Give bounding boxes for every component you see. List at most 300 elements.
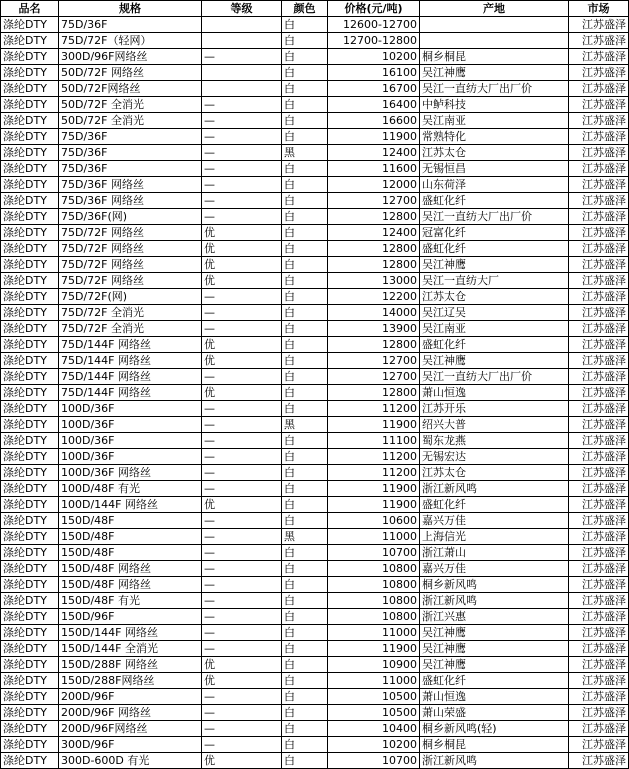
cell-color: 黑: [282, 145, 328, 161]
cell-grade: —: [202, 161, 282, 177]
cell-grade: 优: [202, 497, 282, 513]
cell-grade: 优: [202, 385, 282, 401]
cell-market: 江苏盛泽: [569, 465, 629, 481]
cell-price: 12400: [328, 225, 420, 241]
table-row: [1, 385, 629, 401]
cell-price: 10600: [328, 513, 420, 529]
cell-market: 江苏盛泽: [569, 241, 629, 257]
cell-origin: 萧山恒逸: [420, 385, 569, 401]
cell-grade: [202, 33, 282, 49]
table-row: [1, 161, 629, 177]
cell-price: 10900: [328, 657, 420, 673]
cell-market: 江苏盛泽: [569, 721, 629, 737]
cell-market: 江苏盛泽: [569, 401, 629, 417]
cell-spec: 300D-600D 有光: [59, 753, 202, 769]
cell-grade: —: [202, 737, 282, 753]
cell-market: 江苏盛泽: [569, 177, 629, 193]
cell-grade: —: [202, 545, 282, 561]
header-price: 价格(元/吨): [328, 1, 420, 17]
cell-origin: 盛虹化纤: [420, 497, 569, 513]
cell-price: 12800: [328, 241, 420, 257]
cell-product: 涤纶DTY: [1, 545, 59, 561]
cell-grade: 优: [202, 273, 282, 289]
cell-color: 白: [282, 737, 328, 753]
cell-price: 12600-12700: [328, 17, 420, 33]
cell-market: 江苏盛泽: [569, 545, 629, 561]
table-row: [1, 417, 629, 433]
cell-product: 涤纶DTY: [1, 529, 59, 545]
table-row: [1, 225, 629, 241]
cell-price: 12800: [328, 385, 420, 401]
table-row: [1, 321, 629, 337]
cell-color: 黑: [282, 417, 328, 433]
cell-spec: 75D/36F 网络丝: [59, 193, 202, 209]
cell-product: 涤纶DTY: [1, 289, 59, 305]
cell-price: 16400: [328, 97, 420, 113]
cell-origin: 无锡宏达: [420, 449, 569, 465]
cell-grade: —: [202, 705, 282, 721]
cell-price: 16700: [328, 81, 420, 97]
table-row: [1, 17, 629, 33]
cell-origin: 中鲈科技: [420, 97, 569, 113]
cell-color: 白: [282, 289, 328, 305]
table-row: [1, 369, 629, 385]
table-row: [1, 721, 629, 737]
table-row: [1, 625, 629, 641]
cell-price: 10500: [328, 705, 420, 721]
cell-market: 江苏盛泽: [569, 385, 629, 401]
cell-market: 江苏盛泽: [569, 593, 629, 609]
cell-origin: 吴江神鹰: [420, 65, 569, 81]
cell-price: 10700: [328, 545, 420, 561]
cell-origin: 桐乡新风鸣: [420, 577, 569, 593]
cell-origin: 山东荷泽: [420, 177, 569, 193]
cell-market: 江苏盛泽: [569, 737, 629, 753]
cell-origin: 吴江神鹰: [420, 625, 569, 641]
cell-spec: 150D/48F 有光: [59, 593, 202, 609]
cell-market: 江苏盛泽: [569, 609, 629, 625]
cell-color: 白: [282, 401, 328, 417]
table-row: [1, 593, 629, 609]
cell-origin: 盛虹化纤: [420, 673, 569, 689]
cell-grade: —: [202, 289, 282, 305]
cell-market: 江苏盛泽: [569, 193, 629, 209]
cell-origin: 江苏太仓: [420, 145, 569, 161]
cell-price: 12000: [328, 177, 420, 193]
cell-price: 12700: [328, 193, 420, 209]
cell-spec: 100D/48F 有光: [59, 481, 202, 497]
cell-product: 涤纶DTY: [1, 561, 59, 577]
table-row: [1, 673, 629, 689]
table-row: [1, 481, 629, 497]
cell-price: 11000: [328, 529, 420, 545]
cell-spec: 75D/36F: [59, 17, 202, 33]
cell-grade: [202, 81, 282, 97]
cell-spec: 100D/36F: [59, 433, 202, 449]
cell-market: 江苏盛泽: [569, 753, 629, 769]
cell-product: 涤纶DTY: [1, 225, 59, 241]
cell-market: 江苏盛泽: [569, 353, 629, 369]
cell-product: 涤纶DTY: [1, 209, 59, 225]
cell-price: 12200: [328, 289, 420, 305]
cell-price: 11600: [328, 161, 420, 177]
cell-color: 白: [282, 193, 328, 209]
cell-color: 白: [282, 721, 328, 737]
cell-spec: 75D/36F 网络丝: [59, 177, 202, 193]
cell-product: 涤纶DTY: [1, 65, 59, 81]
cell-product: 涤纶DTY: [1, 417, 59, 433]
cell-color: 白: [282, 609, 328, 625]
cell-color: 白: [282, 257, 328, 273]
cell-origin: 桐乡桐昆: [420, 737, 569, 753]
cell-grade: —: [202, 369, 282, 385]
cell-grade: —: [202, 481, 282, 497]
cell-product: 涤纶DTY: [1, 97, 59, 113]
cell-grade: —: [202, 449, 282, 465]
cell-grade: 优: [202, 241, 282, 257]
table-row: [1, 65, 629, 81]
cell-spec: 150D/48F: [59, 545, 202, 561]
cell-spec: 50D/72F 全消光: [59, 113, 202, 129]
cell-grade: —: [202, 609, 282, 625]
cell-color: 白: [282, 513, 328, 529]
table-row: [1, 129, 629, 145]
cell-spec: 50D/72F网络丝: [59, 81, 202, 97]
cell-grade: [202, 65, 282, 81]
cell-spec: 75D/72F 网络丝: [59, 273, 202, 289]
table-row: [1, 689, 629, 705]
cell-color: 白: [282, 49, 328, 65]
cell-grade: 优: [202, 753, 282, 769]
cell-product: 涤纶DTY: [1, 257, 59, 273]
cell-product: 涤纶DTY: [1, 129, 59, 145]
cell-product: 涤纶DTY: [1, 593, 59, 609]
cell-origin: 吴江一直纺大厂出厂价: [420, 81, 569, 97]
cell-market: 江苏盛泽: [569, 321, 629, 337]
cell-grade: —: [202, 689, 282, 705]
cell-product: 涤纶DTY: [1, 161, 59, 177]
cell-price: 12400: [328, 145, 420, 161]
cell-grade: —: [202, 465, 282, 481]
table-row: [1, 193, 629, 209]
cell-product: 涤纶DTY: [1, 657, 59, 673]
cell-market: 江苏盛泽: [569, 369, 629, 385]
cell-product: 涤纶DTY: [1, 193, 59, 209]
cell-spec: 75D/72F 网络丝: [59, 241, 202, 257]
cell-price: 12800: [328, 337, 420, 353]
cell-market: 江苏盛泽: [569, 449, 629, 465]
cell-price: 11200: [328, 401, 420, 417]
cell-origin: 江苏太仓: [420, 289, 569, 305]
cell-color: 白: [282, 497, 328, 513]
cell-market: 江苏盛泽: [569, 145, 629, 161]
cell-market: 江苏盛泽: [569, 129, 629, 145]
cell-origin: 无锡恒昌: [420, 161, 569, 177]
table-row: [1, 545, 629, 561]
cell-spec: 150D/144F 网络丝: [59, 625, 202, 641]
cell-color: 白: [282, 81, 328, 97]
cell-price: 11900: [328, 641, 420, 657]
table-row: [1, 657, 629, 673]
header-row: [1, 1, 629, 17]
cell-color: 白: [282, 385, 328, 401]
cell-price: 11100: [328, 433, 420, 449]
table-row: [1, 705, 629, 721]
cell-grade: —: [202, 97, 282, 113]
cell-market: 江苏盛泽: [569, 257, 629, 273]
cell-color: 白: [282, 177, 328, 193]
cell-spec: 150D/48F 网络丝: [59, 577, 202, 593]
cell-market: 江苏盛泽: [569, 113, 629, 129]
cell-spec: 150D/96F: [59, 609, 202, 625]
cell-grade: —: [202, 721, 282, 737]
cell-price: 10400: [328, 721, 420, 737]
cell-product: 涤纶DTY: [1, 721, 59, 737]
cell-spec: 75D/144F 网络丝: [59, 337, 202, 353]
cell-color: 白: [282, 17, 328, 33]
table-row: [1, 641, 629, 657]
table-row: [1, 81, 629, 97]
cell-price: 11000: [328, 625, 420, 641]
cell-market: 江苏盛泽: [569, 641, 629, 657]
cell-market: 江苏盛泽: [569, 497, 629, 513]
cell-market: 江苏盛泽: [569, 577, 629, 593]
cell-origin: 吴江神鹰: [420, 353, 569, 369]
cell-grade: —: [202, 641, 282, 657]
cell-origin: 吴江一直纺大厂出厂价: [420, 369, 569, 385]
cell-origin: 萧山荣盛: [420, 705, 569, 721]
cell-grade: —: [202, 177, 282, 193]
cell-price: 10800: [328, 593, 420, 609]
cell-color: 白: [282, 321, 328, 337]
cell-spec: 75D/72F 全消光: [59, 305, 202, 321]
cell-color: 白: [282, 273, 328, 289]
cell-origin: 上海信光: [420, 529, 569, 545]
cell-spec: 150D/288F网络丝: [59, 673, 202, 689]
table-body: [1, 17, 629, 769]
table-row: [1, 49, 629, 65]
cell-spec: 75D/72F(网): [59, 289, 202, 305]
cell-product: 涤纶DTY: [1, 81, 59, 97]
cell-color: 白: [282, 705, 328, 721]
cell-origin: 冠富化纤: [420, 225, 569, 241]
cell-product: 涤纶DTY: [1, 145, 59, 161]
cell-market: 江苏盛泽: [569, 225, 629, 241]
cell-color: 白: [282, 689, 328, 705]
cell-product: 涤纶DTY: [1, 177, 59, 193]
cell-color: 黑: [282, 529, 328, 545]
cell-spec: 200D/96F网络丝: [59, 721, 202, 737]
cell-grade: —: [202, 145, 282, 161]
cell-color: 白: [282, 657, 328, 673]
table-row: [1, 449, 629, 465]
table-row: [1, 513, 629, 529]
header-market: 市场: [569, 1, 629, 17]
cell-origin: 嘉兴万佳: [420, 513, 569, 529]
cell-market: 江苏盛泽: [569, 33, 629, 49]
cell-color: 白: [282, 369, 328, 385]
cell-product: 涤纶DTY: [1, 401, 59, 417]
table-row: [1, 145, 629, 161]
table-row: [1, 113, 629, 129]
cell-product: 涤纶DTY: [1, 737, 59, 753]
cell-product: 涤纶DTY: [1, 305, 59, 321]
cell-market: 江苏盛泽: [569, 561, 629, 577]
cell-product: 涤纶DTY: [1, 321, 59, 337]
cell-color: 白: [282, 337, 328, 353]
cell-spec: 75D/72F 网络丝: [59, 225, 202, 241]
cell-market: 江苏盛泽: [569, 81, 629, 97]
cell-product: 涤纶DTY: [1, 625, 59, 641]
cell-color: 白: [282, 113, 328, 129]
cell-product: 涤纶DTY: [1, 385, 59, 401]
cell-origin: 吴江南亚: [420, 113, 569, 129]
cell-price: 11200: [328, 465, 420, 481]
cell-origin: 吴江神鹰: [420, 257, 569, 273]
cell-spec: 75D/144F 网络丝: [59, 369, 202, 385]
cell-color: 白: [282, 33, 328, 49]
cell-product: 涤纶DTY: [1, 609, 59, 625]
cell-market: 江苏盛泽: [569, 417, 629, 433]
cell-product: 涤纶DTY: [1, 49, 59, 65]
cell-price: 10800: [328, 577, 420, 593]
cell-origin: 浙江新风鸣: [420, 593, 569, 609]
cell-price: 13900: [328, 321, 420, 337]
cell-color: 白: [282, 305, 328, 321]
cell-spec: 75D/72F 全消光: [59, 321, 202, 337]
cell-spec: 200D/96F: [59, 689, 202, 705]
cell-spec: 150D/48F: [59, 529, 202, 545]
table-row: [1, 433, 629, 449]
cell-price: 11900: [328, 497, 420, 513]
table-row: [1, 609, 629, 625]
table-row: [1, 753, 629, 769]
cell-product: 涤纶DTY: [1, 481, 59, 497]
cell-spec: 150D/288F 网络丝: [59, 657, 202, 673]
cell-grade: —: [202, 593, 282, 609]
cell-price: 10500: [328, 689, 420, 705]
cell-color: 白: [282, 97, 328, 113]
table-row: [1, 529, 629, 545]
cell-grade: 优: [202, 257, 282, 273]
cell-product: 涤纶DTY: [1, 337, 59, 353]
cell-spec: 75D/36F: [59, 161, 202, 177]
cell-price: 10800: [328, 561, 420, 577]
cell-product: 涤纶DTY: [1, 753, 59, 769]
cell-origin: 桐乡桐昆: [420, 49, 569, 65]
cell-market: 江苏盛泽: [569, 657, 629, 673]
cell-origin: 浙江新风鸣: [420, 481, 569, 497]
cell-grade: 优: [202, 353, 282, 369]
cell-spec: 150D/48F 网络丝: [59, 561, 202, 577]
cell-grade: —: [202, 529, 282, 545]
cell-origin: 常熟特化: [420, 129, 569, 145]
cell-product: 涤纶DTY: [1, 449, 59, 465]
cell-spec: 50D/72F 网络丝: [59, 65, 202, 81]
cell-price: 13000: [328, 273, 420, 289]
cell-grade: —: [202, 561, 282, 577]
cell-price: 14000: [328, 305, 420, 321]
cell-grade: —: [202, 113, 282, 129]
cell-color: 白: [282, 241, 328, 257]
cell-origin: 吴江一直纺大厂: [420, 273, 569, 289]
cell-color: 白: [282, 433, 328, 449]
cell-market: 江苏盛泽: [569, 625, 629, 641]
cell-color: 白: [282, 625, 328, 641]
cell-color: 白: [282, 449, 328, 465]
cell-grade: —: [202, 433, 282, 449]
cell-color: 白: [282, 593, 328, 609]
cell-product: 涤纶DTY: [1, 673, 59, 689]
cell-color: 白: [282, 129, 328, 145]
cell-spec: 300D/96F网络丝: [59, 49, 202, 65]
cell-product: 涤纶DTY: [1, 353, 59, 369]
cell-spec: 100D/36F 网络丝: [59, 465, 202, 481]
cell-grade: —: [202, 193, 282, 209]
cell-price: 16100: [328, 65, 420, 81]
cell-origin: 吴江辽吴: [420, 305, 569, 321]
cell-origin: 浙江萧山: [420, 545, 569, 561]
cell-origin: [420, 33, 569, 49]
cell-spec: 50D/72F 全消光: [59, 97, 202, 113]
cell-spec: 100D/144F 网络丝: [59, 497, 202, 513]
cell-market: 江苏盛泽: [569, 481, 629, 497]
cell-origin: 桐乡新风鸣(轻): [420, 721, 569, 737]
cell-price: 10800: [328, 609, 420, 625]
cell-spec: 75D/36F: [59, 129, 202, 145]
cell-grade: 优: [202, 673, 282, 689]
header-grade: 等级: [202, 1, 282, 17]
cell-origin: 盛虹化纤: [420, 241, 569, 257]
cell-spec: 75D/144F 网络丝: [59, 353, 202, 369]
table-row: [1, 353, 629, 369]
cell-origin: 绍兴大普: [420, 417, 569, 433]
cell-product: 涤纶DTY: [1, 705, 59, 721]
header-origin: 产地: [420, 1, 569, 17]
cell-color: 白: [282, 353, 328, 369]
cell-grade: —: [202, 129, 282, 145]
cell-market: 江苏盛泽: [569, 433, 629, 449]
cell-market: 江苏盛泽: [569, 17, 629, 33]
cell-color: 白: [282, 65, 328, 81]
cell-product: 涤纶DTY: [1, 369, 59, 385]
cell-product: 涤纶DTY: [1, 689, 59, 705]
cell-grade: —: [202, 577, 282, 593]
header-spec: 规格: [59, 1, 202, 17]
cell-market: 江苏盛泽: [569, 49, 629, 65]
cell-market: 江苏盛泽: [569, 97, 629, 113]
cell-product: 涤纶DTY: [1, 33, 59, 49]
cell-market: 江苏盛泽: [569, 529, 629, 545]
cell-product: 涤纶DTY: [1, 465, 59, 481]
table-row: [1, 561, 629, 577]
cell-origin: 浙江新风鸣: [420, 753, 569, 769]
cell-price: 10200: [328, 49, 420, 65]
table-row: [1, 337, 629, 353]
cell-origin: 吴江一直纺大厂出厂价: [420, 209, 569, 225]
header-product: 品名: [1, 1, 59, 17]
cell-origin: 盛虹化纤: [420, 193, 569, 209]
cell-market: 江苏盛泽: [569, 209, 629, 225]
cell-price: 12700: [328, 369, 420, 385]
table-row: [1, 241, 629, 257]
cell-price: 11900: [328, 481, 420, 497]
cell-origin: 吴江神鹰: [420, 641, 569, 657]
cell-grade: 优: [202, 657, 282, 673]
cell-product: 涤纶DTY: [1, 577, 59, 593]
cell-origin: 浙江兴惠: [420, 609, 569, 625]
cell-spec: 75D/72F（轻网）: [59, 33, 202, 49]
